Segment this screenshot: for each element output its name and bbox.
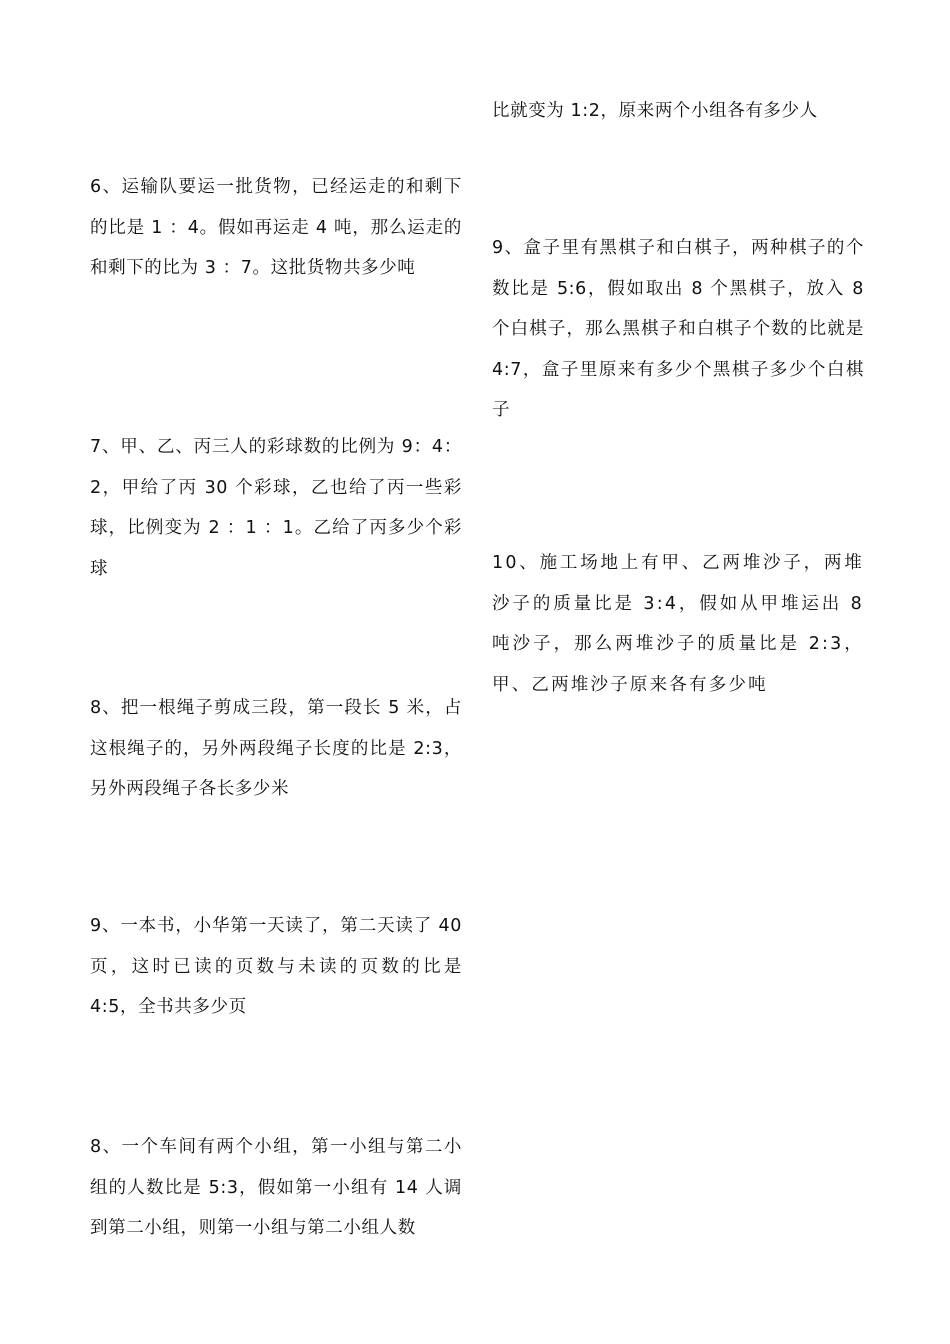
problem-10-sand-piles: 10、施工场地上有甲、乙两堆沙子，两堆沙子的质量比是 3:4，假如从甲堆运出 8 吨沙子，那么两堆沙子的质量比是 2:3，甲、乙两堆沙子原来各有多少吨 (492, 553, 864, 695)
problem-9-book-pages: 9、一本书，小华第一天读了，第二天读了 40 页，这时已读的页数与未读的页数的比是 4:5，全书共多少页 (90, 916, 462, 1017)
problem-7-colored-balls: 7、甲、乙、丙三人的彩球数的比例为 9：4：2，甲给了丙 30 个彩球，乙也给了丙一些彩球，比例变为 2 ：1 ：1。乙给了丙多少个彩球 (90, 437, 462, 579)
problem-8-workshop-groups-continuation: 比就变为 1:2，原来两个小组各有多少人 (492, 101, 818, 121)
problem-6-transport-cargo: 6、运输队要运一批货物，已经运走的和剩下的比是 1 ：4。假如再运走 4 吨，那么运走的和剩下的比为 3 ：7。这批货物共多少吨 (90, 177, 462, 278)
problem-8-rope-segments: 8、把一根绳子剪成三段，第一段长 5 米，占这根绳子的，另外两段绳子长度的比是 2:3，另外两段绳子各长多少米 (90, 698, 462, 799)
problem-9-go-pieces: 9、盒子里有黑棋子和白棋子，两种棋子的个数比是 5:6，假如取出 8 个黑棋子，放入 8 个白棋子，那么黑棋子和白棋子个数的比就是 4:7，盒子里原来有多少个黑棋子多少个白棋子 (492, 238, 864, 420)
problem-8-workshop-groups: 8、一个车间有两个小组，第一小组与第二小组的人数比是 5:3，假如第一小组有 14 人调到第二小组，则第一小组与第二小组人数 (90, 1137, 462, 1238)
